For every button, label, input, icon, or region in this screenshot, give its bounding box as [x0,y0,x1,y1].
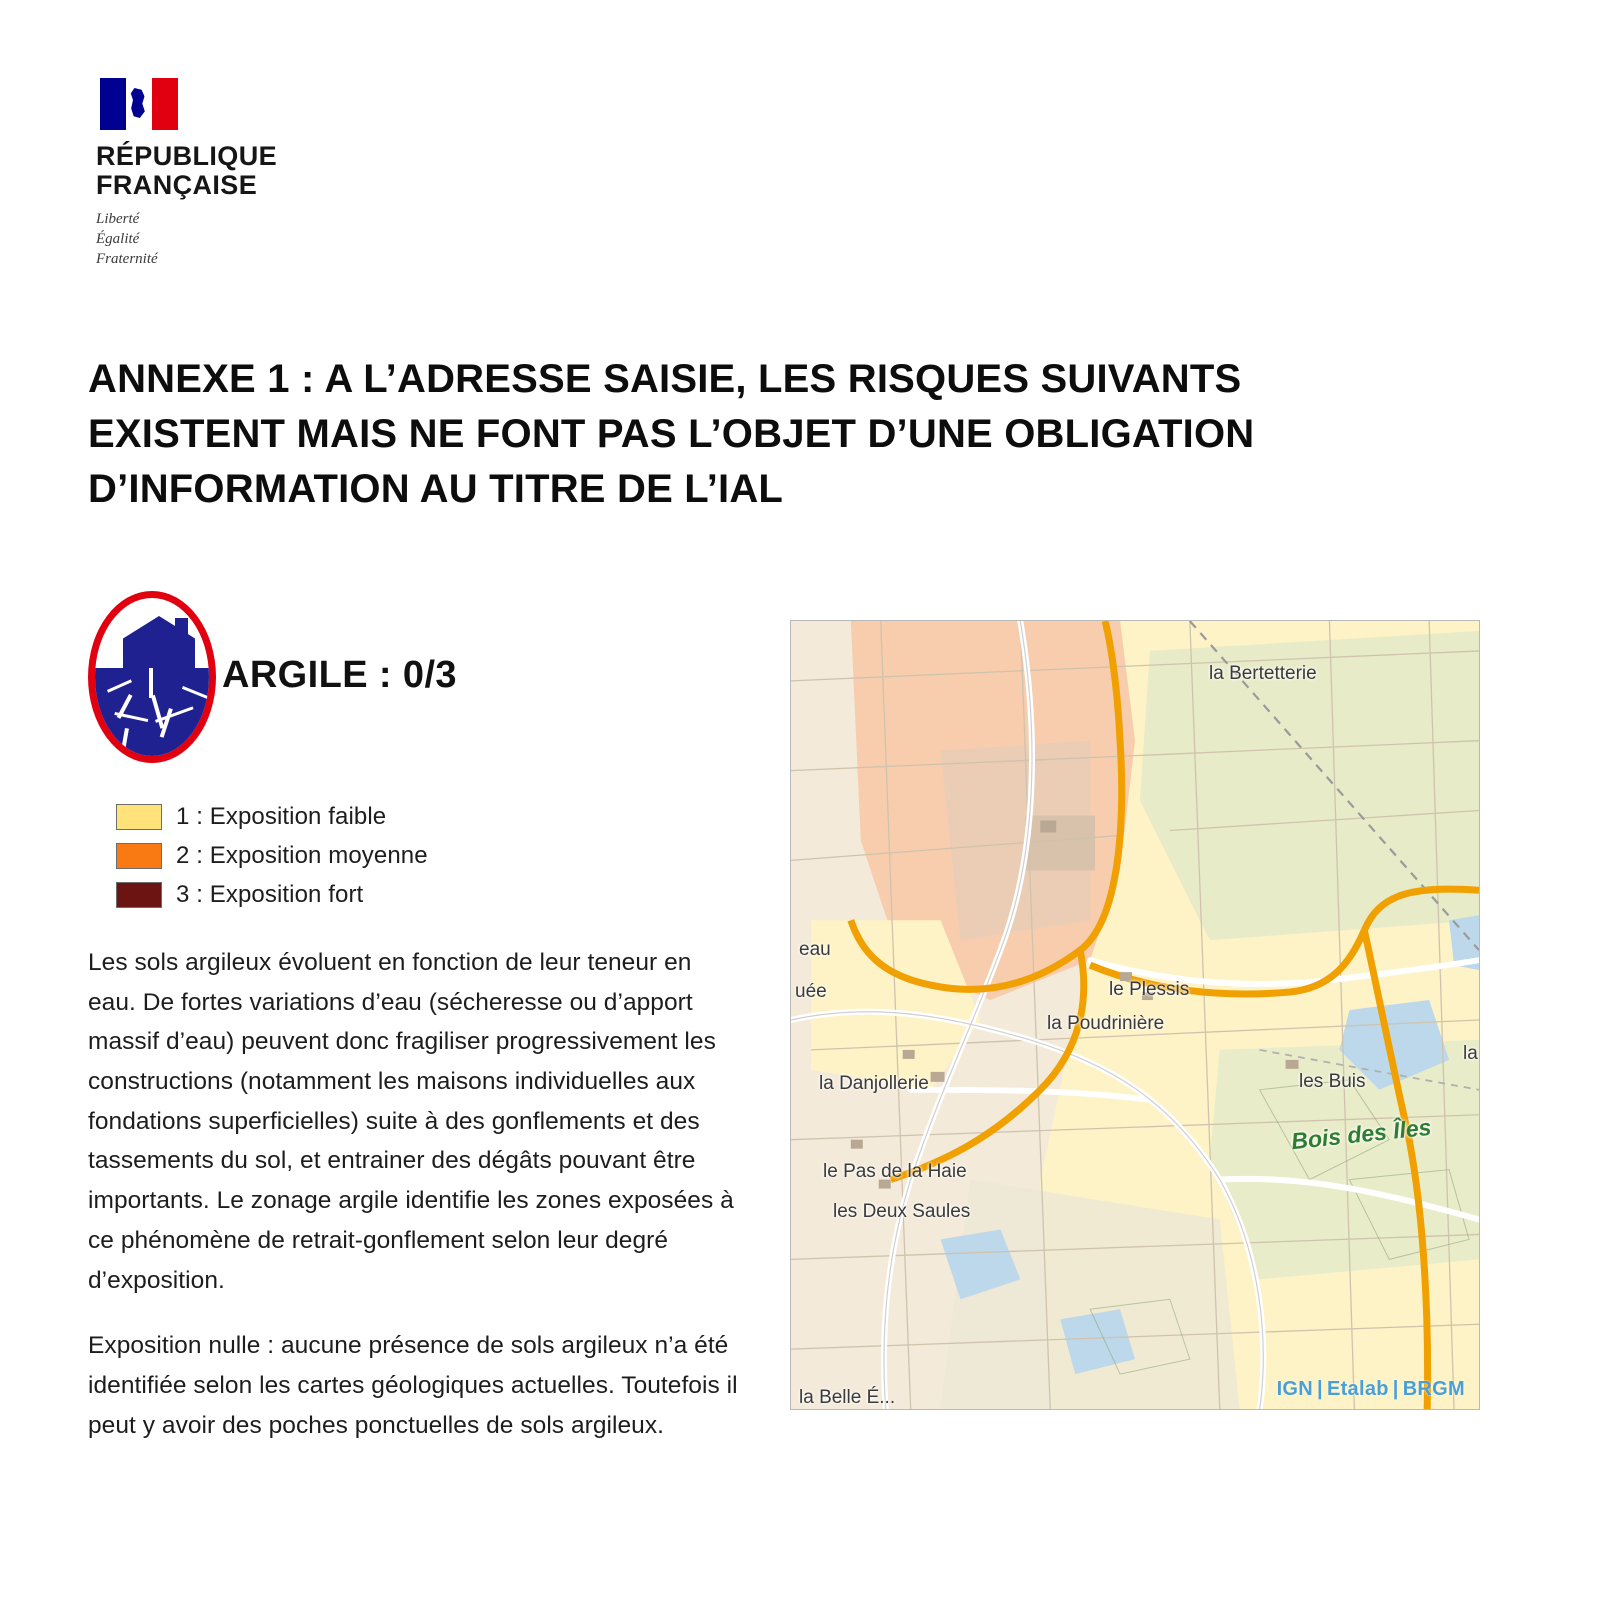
legend-item [116,881,728,909]
page-title: ANNEXE 1 : A L’ADRESSE SAISIE, LES RISQUES SUIVANTS EXISTENT MAIS NE FONT PAS L’OBJET D’UNE OBLIGATION D’INFORMATION AU TITRE DE L’IAL [88,356,1255,512]
argile-pictogram-icon [88,585,216,765]
map-label: les Deux Saules [833,1201,971,1222]
legend-label-faible: 1 : Exposition faible [176,803,387,830]
map-label: eau [799,939,831,960]
map-label: la [1463,1043,1478,1064]
logo-title [96,142,316,200]
flag-band-red [152,78,178,130]
french-flag-icon [100,78,178,130]
pictogram-ellipse [88,591,216,763]
legend-swatch-moyenne [116,843,162,869]
pictogram-ground [95,668,216,756]
flag-band-blue [100,78,126,130]
republique-francaise-logo [96,78,316,270]
logo-title-line1: RÉPUBLIQUE [96,141,278,171]
risk-paragraph-1: Les sols argileux évoluent en fonction de leur teneur en eau. De fortes variations d’eau (sécheresse ou d’apport massif d’eau) peuvent donc fragiliser progressivement les constructions (notamment les maisons individuelles aux fondations superficielles) suite à des gonflements et des tassements du sol, et entrainer des dégâts pouvant être importants. Le zonage argile identifie les zones exposées à ce phénomène de retrait-gonflement selon leur degré d’exposition. [88,949,734,1294]
motto-egalite: Égalité [96,231,140,248]
attribution-etalab: Etalab [1326,1378,1389,1400]
legend-swatch-faible [116,804,162,830]
legend-swatch-fort [116,882,162,908]
legend-item [116,842,728,870]
map-label: la Bertetterie [1209,663,1317,684]
motto-liberte: Liberté [96,211,140,228]
legend-label-moyenne: 2 : Exposition moyenne [176,842,428,869]
risk-level-label: ARGILE : 0/3 [222,653,457,696]
logo-title-line2: FRANÇAISE [96,170,258,201]
motto-fraternite: Fraternité [96,250,158,267]
map-canvas[interactable] [791,621,1479,1409]
risk-paragraph-2: Exposition nulle : aucune présence de sols argileux n’a été identifiée selon les cartes géologiques actuelles. Toutefois il peut y avoir des poches ponctuelles de sols argileux. [88,1332,738,1439]
attribution-ign: IGN [1276,1378,1314,1400]
map-label: les Buis [1299,1071,1366,1092]
map-attribution: IGN | Etalab | BRGM [1273,1378,1469,1401]
map-label: la Danjollerie [819,1073,929,1094]
flag-band-white-marianne [126,78,152,130]
map-label: la Belle É... [799,1387,896,1408]
map-label: uée [795,981,827,1002]
risk-section-argile [88,575,738,1471]
map-label: le Pas de la Haie [823,1161,967,1182]
risk-map[interactable] [790,620,1480,1410]
legend-label-fort: 3 : Exposition fort [176,881,364,908]
map-label: la Poudrinière [1047,1013,1165,1034]
legend-item [116,803,728,831]
map-label-bois-des-iles: Bois des Îles [1289,1113,1433,1155]
exposure-legend [116,803,728,909]
attribution-brgm: BRGM [1402,1378,1465,1400]
risk-description [88,943,738,1445]
risk-header [88,575,728,775]
logo-motto [96,210,316,269]
map-label: le Plessis [1109,979,1190,1000]
